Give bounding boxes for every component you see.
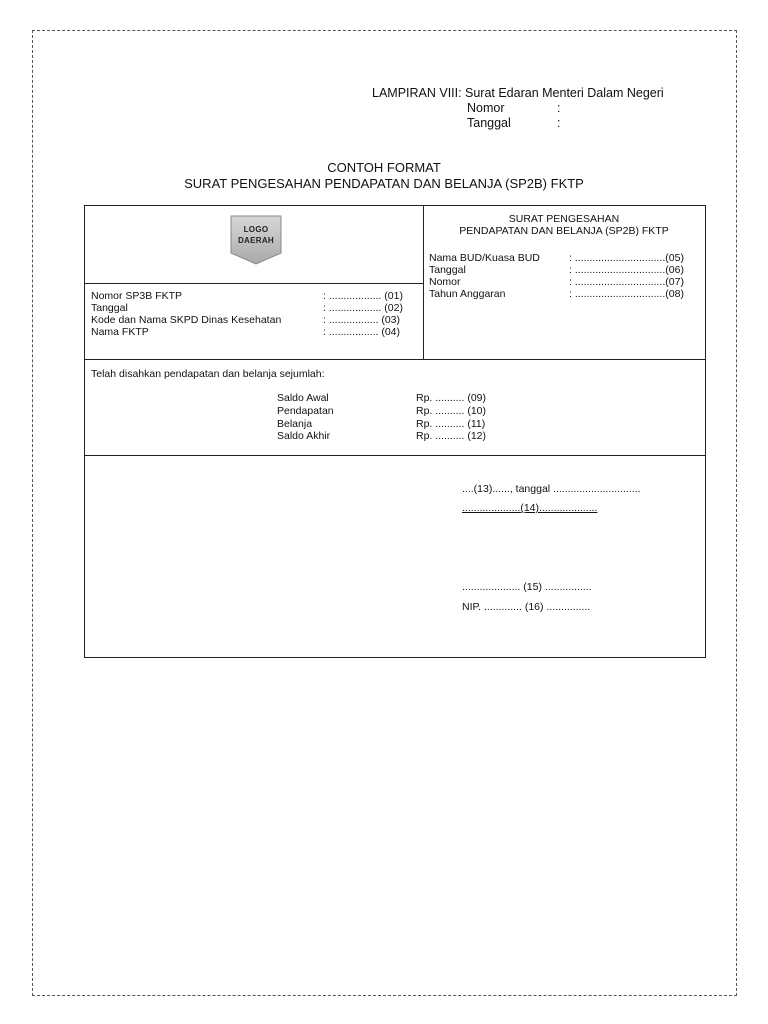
signature-nip: NIP. ............. (16) ............... [462,601,591,613]
right-field-row [429,264,684,276]
right-header-line2: PENDAPATAN DAN BELANJA (SP2B) FKTP [459,225,669,237]
field-tanggal-sp3b-label: Tanggal [91,302,128,314]
divider-section-2 [85,455,705,456]
nomor-sep: : [557,101,561,115]
signature-position: ....................(14).................... [462,502,598,514]
logo-text-line2: DAERAH [237,236,275,245]
field-tahun-anggaran-label: Tahun Anggaran [429,288,506,300]
divider-left-header [85,283,423,284]
tanggal-sep: : [557,116,561,130]
field-nama-bud-value: : ...............................(05) [569,252,684,264]
lampiran-label: LAMPIRAN VIII: [372,86,462,100]
saldo-awal-label: Saldo Awal [277,392,329,404]
logo-daerah [230,215,282,265]
pendapatan-label: Pendapatan [277,405,334,417]
saldo-akhir-label: Saldo Akhir [277,430,331,442]
left-field-row [91,314,400,326]
saldo-awal-value: Rp. .......... (09) [416,392,487,404]
amount-row [277,430,486,442]
signature-place-date: ....(13)......, tanggal .............................. [462,483,641,495]
left-field-row [91,302,403,314]
right-field-row [429,288,684,300]
belanja-label: Belanja [277,418,313,430]
divider-section-1 [85,359,705,360]
field-tanggal-value: : ...............................(06) [569,264,684,276]
lampiran-text: Surat Edaran Menteri Dalam Negeri [465,86,664,100]
field-nomor-sp3b-value: : .................. (01) [323,290,403,302]
title-line1: CONTOH FORMAT [327,160,441,175]
amount-row [277,418,485,430]
belanja-value: Rp. .......... (11) [416,418,486,430]
left-field-row [91,290,403,302]
field-kode-skpd-value: : ................. (03) [323,314,401,326]
pendapatan-value: Rp. .......... (10) [416,405,487,417]
left-field-row [91,326,400,338]
field-nomor-sp3b-label: Nomor SP3B FKTP [91,290,183,302]
field-nomor-label: Nomor [429,276,461,288]
field-tahun-anggaran-value: : ...............................(08) [569,288,684,300]
sp2b-form [84,205,706,658]
title-line2: SURAT PENGESAHAN PENDAPATAN DAN BELANJA (SP2B) FKTP [184,176,584,191]
right-header-line1: SURAT PENGESAHAN [508,213,620,225]
amount-row [277,392,486,404]
saldo-akhir-value: Rp. .......... (12) [416,430,487,442]
right-header-title [423,213,705,237]
signature-name: .................... (15) ................ [462,581,592,593]
field-nama-fktp-value: : ................. (04) [323,326,401,338]
amount-row [277,405,486,417]
middle-intro: Telah disahkan pendapatan dan belanja sejumlah: [91,368,325,380]
logo-text-line1: LOGO [243,225,269,234]
tanggal-label: Tanggal [467,116,511,130]
lampiran-header [372,86,664,131]
field-nama-bud-label: Nama BUD/Kuasa BUD [429,252,540,264]
field-kode-skpd-label: Kode dan Nama SKPD Dinas Kesehatan [91,314,282,326]
field-nama-fktp-label: Nama FKTP [91,326,149,338]
nomor-label: Nomor [467,101,505,115]
field-tanggal-label: Tanggal [429,264,466,276]
field-tanggal-sp3b-value: : .................. (02) [323,302,403,314]
right-field-row [429,276,684,288]
right-field-row [429,252,684,264]
field-nomor-value: : ...............................(07) [569,276,684,288]
